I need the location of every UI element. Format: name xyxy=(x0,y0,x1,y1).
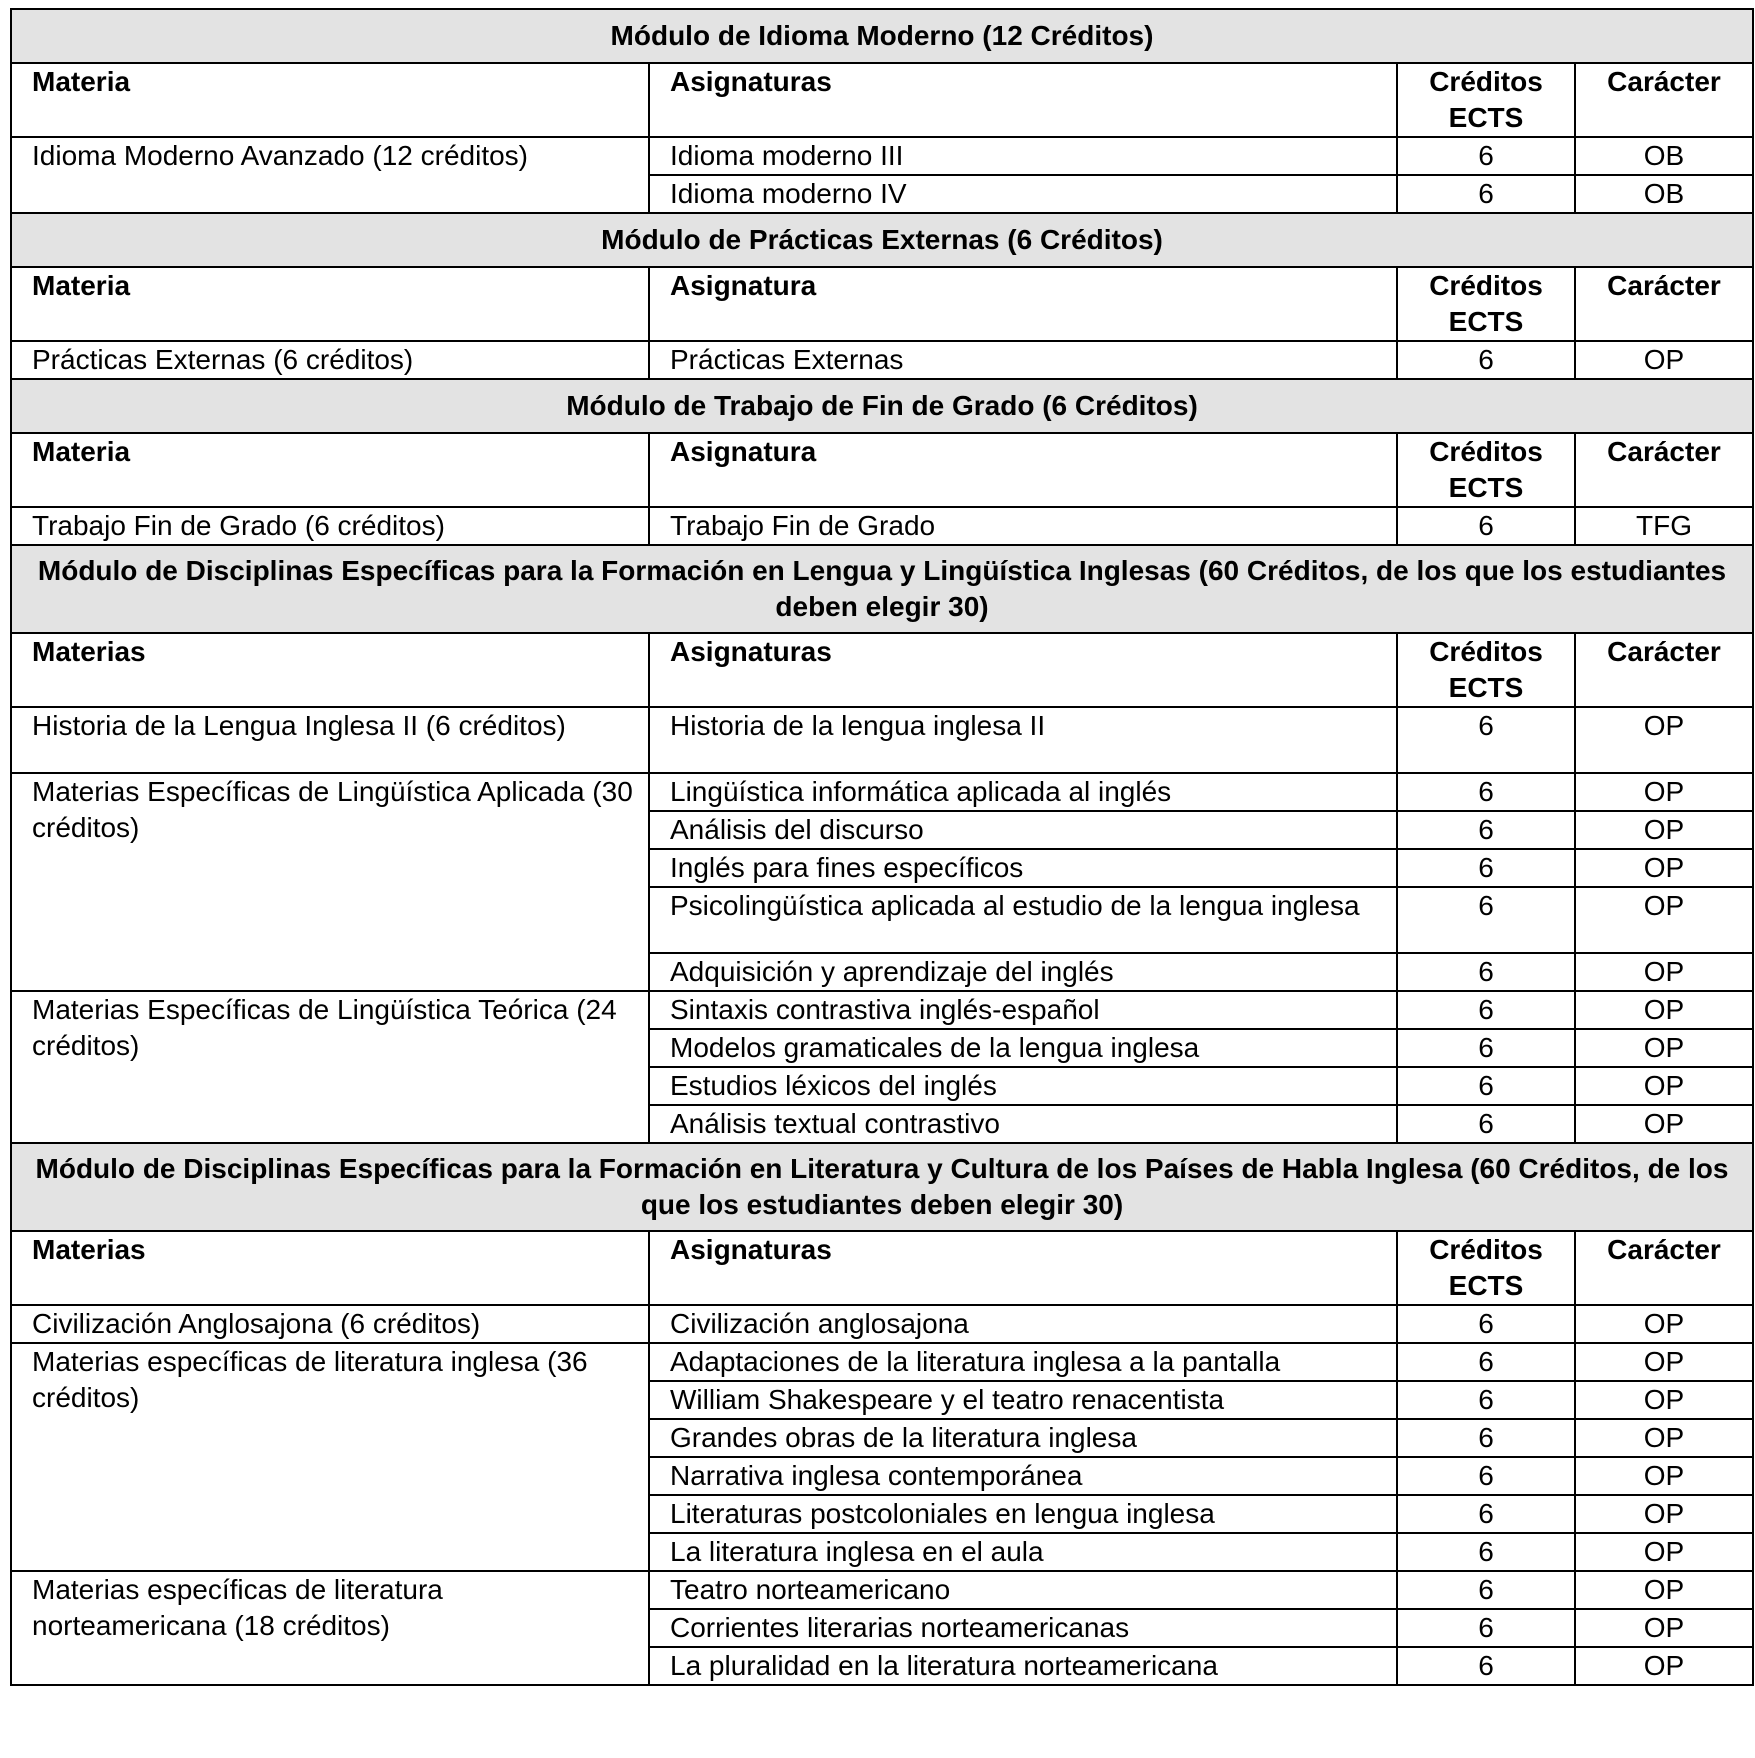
type-cell: OB xyxy=(1575,137,1753,175)
asignatura-header: Asignatura xyxy=(649,433,1397,507)
subject-cell: La literatura inglesa en el aula xyxy=(649,1533,1397,1571)
subject-cell: Prácticas Externas xyxy=(649,341,1397,379)
type-cell: OP xyxy=(1575,849,1753,887)
table-row xyxy=(11,137,1753,175)
type-cell: OP xyxy=(1575,1419,1753,1457)
credits-cell: 6 xyxy=(1397,1381,1575,1419)
creditos-header: Créditos ECTS xyxy=(1397,63,1575,137)
module-title-row xyxy=(11,545,1753,633)
credits-cell: 6 xyxy=(1397,1571,1575,1609)
type-cell: OP xyxy=(1575,341,1753,379)
materia-cell: Prácticas Externas (6 créditos) xyxy=(11,341,649,379)
asignatura-header: Asignatura xyxy=(649,267,1397,341)
credits-cell: 6 xyxy=(1397,991,1575,1029)
type-cell: OP xyxy=(1575,1647,1753,1685)
subject-cell: Inglés para fines específicos xyxy=(649,849,1397,887)
credits-cell: 6 xyxy=(1397,887,1575,953)
credits-cell: 6 xyxy=(1397,1457,1575,1495)
column-header-row xyxy=(11,267,1753,341)
module-title: Módulo de Trabajo de Fin de Grado (6 Créditos) xyxy=(11,379,1753,433)
type-cell: OP xyxy=(1575,811,1753,849)
materia-header: Materia xyxy=(11,63,649,137)
credits-cell: 6 xyxy=(1397,1647,1575,1685)
module-title-row xyxy=(11,9,1753,63)
table-row xyxy=(11,1305,1753,1343)
table-row xyxy=(11,341,1753,379)
subject-cell: Modelos gramaticales de la lengua inglesa xyxy=(649,1029,1397,1067)
type-cell: OP xyxy=(1575,1343,1753,1381)
asignatura-header: Asignaturas xyxy=(649,633,1397,707)
credits-cell: 6 xyxy=(1397,953,1575,991)
creditos-header: Créditos ECTS xyxy=(1397,433,1575,507)
type-cell: OP xyxy=(1575,1381,1753,1419)
type-cell: OP xyxy=(1575,953,1753,991)
credits-cell: 6 xyxy=(1397,1067,1575,1105)
caracter-header: Carácter xyxy=(1575,1231,1753,1305)
column-header-row xyxy=(11,633,1753,707)
type-cell: OP xyxy=(1575,1105,1753,1143)
materia-cell: Materias Específicas de Lingüística Aplicada (30 créditos) xyxy=(11,773,649,991)
creditos-header: Créditos ECTS xyxy=(1397,633,1575,707)
module-title-row xyxy=(11,213,1753,267)
asignatura-header: Asignaturas xyxy=(649,63,1397,137)
creditos-header: Créditos ECTS xyxy=(1397,267,1575,341)
module-title: Módulo de Idioma Moderno (12 Créditos) xyxy=(11,9,1753,63)
module-title-row xyxy=(11,379,1753,433)
module-title: Módulo de Disciplinas Específicas para la Formación en Literatura y Cultura de los Países de Habla Inglesa (60 Créditos, de los que los estudiantes deben elegir 30) xyxy=(11,1143,1753,1231)
module-title: Módulo de Disciplinas Específicas para la Formación en Lengua y Lingüística Inglesas (60 Créditos, de los que los estudiantes deben elegir 30) xyxy=(11,545,1753,633)
caracter-header: Carácter xyxy=(1575,267,1753,341)
type-cell: TFG xyxy=(1575,507,1753,545)
asignatura-header: Asignaturas xyxy=(649,1231,1397,1305)
materia-cell: Trabajo Fin de Grado (6 créditos) xyxy=(11,507,649,545)
subject-cell: Psicolingüística aplicada al estudio de la lengua inglesa xyxy=(649,887,1397,953)
table-row xyxy=(11,707,1753,773)
column-header-row xyxy=(11,433,1753,507)
subject-cell: Lingüística informática aplicada al inglés xyxy=(649,773,1397,811)
credits-cell: 6 xyxy=(1397,175,1575,213)
caracter-header: Carácter xyxy=(1575,63,1753,137)
materia-cell: Idioma Moderno Avanzado (12 créditos) xyxy=(11,137,649,213)
subject-cell: Corrientes literarias norteamericanas xyxy=(649,1609,1397,1647)
type-cell: OP xyxy=(1575,707,1753,773)
materia-cell: Historia de la Lengua Inglesa II (6 créditos) xyxy=(11,707,649,773)
table-row xyxy=(11,1343,1753,1381)
module-title: Módulo de Prácticas Externas (6 Créditos) xyxy=(11,213,1753,267)
subject-cell: Análisis del discurso xyxy=(649,811,1397,849)
column-header-row xyxy=(11,1231,1753,1305)
table-row xyxy=(11,507,1753,545)
credits-cell: 6 xyxy=(1397,1029,1575,1067)
materia-cell: Materias específicas de literatura norteamericana (18 créditos) xyxy=(11,1571,649,1685)
credits-cell: 6 xyxy=(1397,1609,1575,1647)
credits-cell: 6 xyxy=(1397,707,1575,773)
credits-cell: 6 xyxy=(1397,1105,1575,1143)
type-cell: OB xyxy=(1575,175,1753,213)
subject-cell: Estudios léxicos del inglés xyxy=(649,1067,1397,1105)
materia-cell: Materias específicas de literatura inglesa (36 créditos) xyxy=(11,1343,649,1571)
caracter-header: Carácter xyxy=(1575,433,1753,507)
type-cell: OP xyxy=(1575,991,1753,1029)
subject-cell: Sintaxis contrastiva inglés-español xyxy=(649,991,1397,1029)
subject-cell: Idioma moderno IV xyxy=(649,175,1397,213)
type-cell: OP xyxy=(1575,1457,1753,1495)
credits-cell: 6 xyxy=(1397,1343,1575,1381)
type-cell: OP xyxy=(1575,1029,1753,1067)
materia-header: Materia xyxy=(11,433,649,507)
subject-cell: William Shakespeare y el teatro renacentista xyxy=(649,1381,1397,1419)
credits-cell: 6 xyxy=(1397,137,1575,175)
type-cell: OP xyxy=(1575,773,1753,811)
creditos-header: Créditos ECTS xyxy=(1397,1231,1575,1305)
curriculum-table xyxy=(10,8,1754,1686)
type-cell: OP xyxy=(1575,1305,1753,1343)
subject-cell: Teatro norteamericano xyxy=(649,1571,1397,1609)
type-cell: OP xyxy=(1575,887,1753,953)
subject-cell: Trabajo Fin de Grado xyxy=(649,507,1397,545)
module-title-row xyxy=(11,1143,1753,1231)
subject-cell: Adaptaciones de la literatura inglesa a la pantalla xyxy=(649,1343,1397,1381)
materia-cell: Materias Específicas de Lingüística Teórica (24 créditos) xyxy=(11,991,649,1143)
credits-cell: 6 xyxy=(1397,1495,1575,1533)
subject-cell: Adquisición y aprendizaje del inglés xyxy=(649,953,1397,991)
credits-cell: 6 xyxy=(1397,811,1575,849)
subject-cell: Grandes obras de la literatura inglesa xyxy=(649,1419,1397,1457)
type-cell: OP xyxy=(1575,1495,1753,1533)
materia-header: Materia xyxy=(11,267,649,341)
credits-cell: 6 xyxy=(1397,773,1575,811)
credits-cell: 6 xyxy=(1397,1419,1575,1457)
subject-cell: Idioma moderno III xyxy=(649,137,1397,175)
subject-cell: Narrativa inglesa contemporánea xyxy=(649,1457,1397,1495)
subject-cell: La pluralidad en la literatura norteamericana xyxy=(649,1647,1397,1685)
subject-cell: Literaturas postcoloniales en lengua inglesa xyxy=(649,1495,1397,1533)
credits-cell: 6 xyxy=(1397,849,1575,887)
type-cell: OP xyxy=(1575,1571,1753,1609)
table-row xyxy=(11,1571,1753,1609)
materia-header: Materias xyxy=(11,633,649,707)
table-row xyxy=(11,991,1753,1029)
credits-cell: 6 xyxy=(1397,1533,1575,1571)
column-header-row xyxy=(11,63,1753,137)
credits-cell: 6 xyxy=(1397,507,1575,545)
materia-cell: Civilización Anglosajona (6 créditos) xyxy=(11,1305,649,1343)
subject-cell: Civilización anglosajona xyxy=(649,1305,1397,1343)
credits-cell: 6 xyxy=(1397,341,1575,379)
credits-cell: 6 xyxy=(1397,1305,1575,1343)
materia-header: Materias xyxy=(11,1231,649,1305)
type-cell: OP xyxy=(1575,1609,1753,1647)
type-cell: OP xyxy=(1575,1533,1753,1571)
subject-cell: Historia de la lengua inglesa II xyxy=(649,707,1397,773)
type-cell: OP xyxy=(1575,1067,1753,1105)
table-row xyxy=(11,773,1753,811)
subject-cell: Análisis textual contrastivo xyxy=(649,1105,1397,1143)
caracter-header: Carácter xyxy=(1575,633,1753,707)
